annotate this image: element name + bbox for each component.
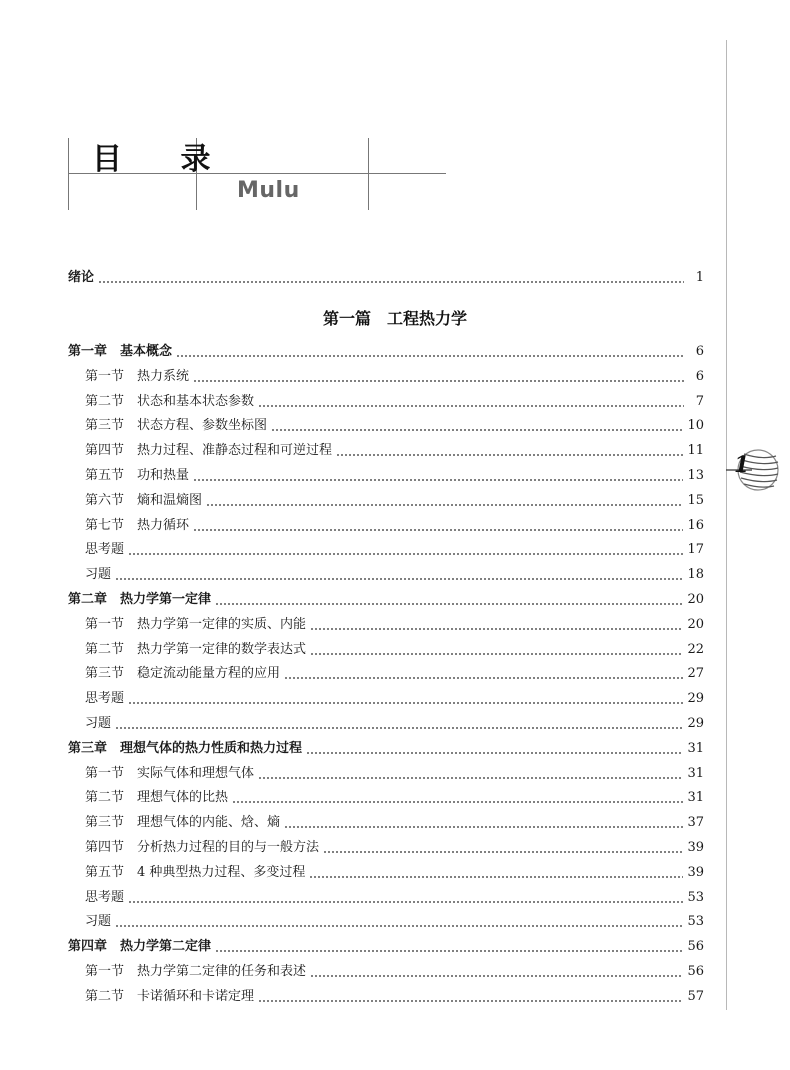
- toc-section-row[interactable]: [85, 565, 704, 585]
- leader-dots: [258, 403, 684, 409]
- leader-dots: [284, 675, 683, 681]
- leader-dots: [232, 799, 683, 805]
- toc-section-row[interactable]: [85, 714, 704, 734]
- toc-section-label: 习题: [85, 716, 112, 731]
- page-margin-rule: [726, 40, 727, 1010]
- leader-dots: [193, 527, 683, 533]
- toc-section-label: 习题: [85, 567, 112, 583]
- toc-section-row[interactable]: [85, 416, 704, 436]
- toc-section-row[interactable]: [85, 640, 704, 660]
- toc-section-label: 第三节 稳定流动能量方程的应用: [85, 666, 281, 682]
- toc-section-label: 习题: [85, 914, 112, 930]
- toc-chapter-page: 56: [687, 939, 704, 955]
- leader-dots: [193, 378, 684, 384]
- leader-dots: [309, 874, 683, 880]
- toc-section-row[interactable]: [85, 838, 704, 858]
- toc-section-label: 思考题: [85, 691, 125, 707]
- toc-section-row[interactable]: [85, 540, 704, 560]
- toc-section-page: 27: [687, 666, 704, 682]
- toc-section-page: 29: [687, 716, 704, 731]
- leader-dots: [258, 775, 683, 781]
- toc-section-row[interactable]: [85, 689, 704, 709]
- leader-dots: [128, 551, 683, 557]
- toc-section-row[interactable]: [85, 987, 704, 1007]
- leader-dots: [258, 998, 683, 1004]
- toc-section-page: 20: [687, 616, 704, 632]
- toc-chapter-page: 6: [695, 344, 704, 359]
- toc-section-label: 第二节 卡诺循环和卡诺定理: [85, 988, 255, 1004]
- toc-chapter-page: 31: [687, 740, 704, 756]
- toc-section-label: 思考题: [85, 889, 125, 905]
- part-title-text: 第一篇 工程热力学: [322, 309, 467, 328]
- toc-section-label: 第三节 状态方程、参数坐标图: [85, 418, 268, 434]
- toc-section-page: 11: [687, 443, 704, 459]
- toc-section-row[interactable]: [85, 664, 704, 684]
- toc-section-label: 思考题: [85, 542, 125, 558]
- toc-section-page: 56: [687, 964, 704, 979]
- leader-dots: [176, 353, 684, 359]
- toc-section-row[interactable]: [85, 788, 704, 808]
- leader-dots: [193, 477, 683, 483]
- toc-section-row[interactable]: [85, 764, 704, 784]
- toc-section-label: 第一节 热力学第二定律的任务和表述: [85, 964, 307, 979]
- toc-section-page: 31: [687, 765, 704, 781]
- toc-section-page: 31: [687, 790, 704, 806]
- toc-chapter-row[interactable]: [68, 937, 704, 957]
- toc-section-row[interactable]: [85, 491, 704, 511]
- toc-intro-label: 绪论: [68, 270, 95, 285]
- toc-section-page: 22: [687, 641, 704, 657]
- toc-section-page: 39: [687, 840, 704, 855]
- toc-section-row[interactable]: [85, 615, 704, 635]
- toc-section-row[interactable]: [85, 888, 704, 908]
- toc-chapter-label: 第三章 理想气体的热力性质和热力过程: [68, 740, 303, 756]
- toc-section-page: 29: [687, 691, 704, 707]
- toc-section-row[interactable]: [85, 863, 704, 883]
- toc-section-label: 第四节 热力过程、准静态过程和可逆过程: [85, 443, 333, 459]
- toc-section-label: 第四节 分析热力过程的目的与一般方法: [85, 840, 320, 855]
- leader-dots: [310, 973, 683, 979]
- toc-chapter-row[interactable]: [68, 590, 704, 610]
- toc-chapter-row[interactable]: [68, 739, 704, 759]
- toc-section-page: 17: [687, 542, 704, 558]
- leader-dots: [306, 750, 683, 756]
- toc-section-label: 第二节 理想气体的比热: [85, 790, 229, 806]
- toc-section-page: 6: [695, 368, 704, 384]
- toc-section-label: 第三节 理想气体的内能、焓、熵: [85, 815, 281, 831]
- toc-section-page: 53: [687, 889, 704, 905]
- leader-dots: [215, 948, 683, 954]
- leader-dots: [271, 427, 683, 433]
- toc-section-label: 第七节 热力循环: [85, 517, 190, 533]
- toc-chapter-page: 20: [687, 592, 704, 607]
- leader-dots: [115, 923, 683, 929]
- toc-section-row[interactable]: [85, 516, 704, 536]
- toc-section-page: 18: [687, 567, 704, 583]
- toc-intro-row[interactable]: [68, 268, 704, 288]
- toc-section-page: 57: [687, 988, 704, 1004]
- toc-chapter-label: 第四章 热力学第二定律: [68, 939, 212, 955]
- leader-dots: [115, 725, 683, 731]
- toc-section-label: 第一节 热力系统: [85, 368, 190, 384]
- toc-intro-page: 1: [695, 270, 704, 285]
- leader-dots: [115, 576, 683, 582]
- toc-section-label: 第五节 功和热量: [85, 468, 190, 483]
- toc-header: [0, 0, 460, 220]
- toc-section-row[interactable]: [85, 441, 704, 461]
- leader-dots: [128, 899, 683, 905]
- toc-section-row[interactable]: [85, 367, 704, 387]
- toc-chapter-label: 第二章 热力学第一定律: [68, 592, 212, 607]
- leader-dots: [98, 279, 684, 285]
- page-number: 1: [734, 452, 750, 478]
- leader-dots: [215, 601, 683, 607]
- toc-section-page: 39: [687, 864, 704, 880]
- toc-section-label: 第一节 实际气体和理想气体: [85, 765, 255, 781]
- toc-section-page: 53: [687, 914, 704, 930]
- leader-dots: [206, 502, 683, 508]
- toc-section-label: 第一节 热力学第一定律的实质、内能: [85, 616, 307, 632]
- toc-section-row[interactable]: [85, 466, 704, 486]
- leader-dots: [128, 700, 683, 706]
- leader-dots: [310, 626, 683, 632]
- toc-chapter-label: 第一章 基本概念: [68, 344, 173, 359]
- leader-dots: [336, 452, 683, 458]
- toc-section-row[interactable]: [85, 912, 704, 932]
- toc-section-page: 37: [687, 815, 704, 831]
- toc-section-label: 第二节 状态和基本状态参数: [85, 393, 255, 409]
- toc-section-row[interactable]: [85, 962, 704, 982]
- page-title: 目 录: [92, 142, 235, 177]
- leader-dots: [323, 849, 683, 855]
- toc-section-page: 15: [687, 492, 704, 508]
- toc-section-page: 13: [687, 468, 704, 483]
- part-title: [0, 306, 790, 329]
- toc-section-row[interactable]: [85, 392, 704, 412]
- toc-section-row[interactable]: [85, 813, 704, 833]
- header-rule-left: [68, 138, 69, 210]
- toc-section-label: 第五节 4 种典型热力过程、多变过程: [85, 864, 306, 880]
- toc-section-page: 10: [687, 418, 704, 434]
- header-rule-right: [368, 138, 369, 210]
- toc-section-page: 16: [687, 517, 704, 533]
- page-number-tab: [722, 440, 782, 500]
- toc-section-label: 第二节 热力学第一定律的数学表达式: [85, 641, 307, 657]
- toc-section-page: 7: [695, 393, 704, 409]
- toc-section-label: 第六节 熵和温熵图: [85, 492, 203, 508]
- leader-dots: [284, 824, 683, 830]
- page-subtitle: Mulu: [237, 178, 300, 203]
- leader-dots: [310, 651, 683, 657]
- toc-chapter-row[interactable]: [68, 342, 704, 362]
